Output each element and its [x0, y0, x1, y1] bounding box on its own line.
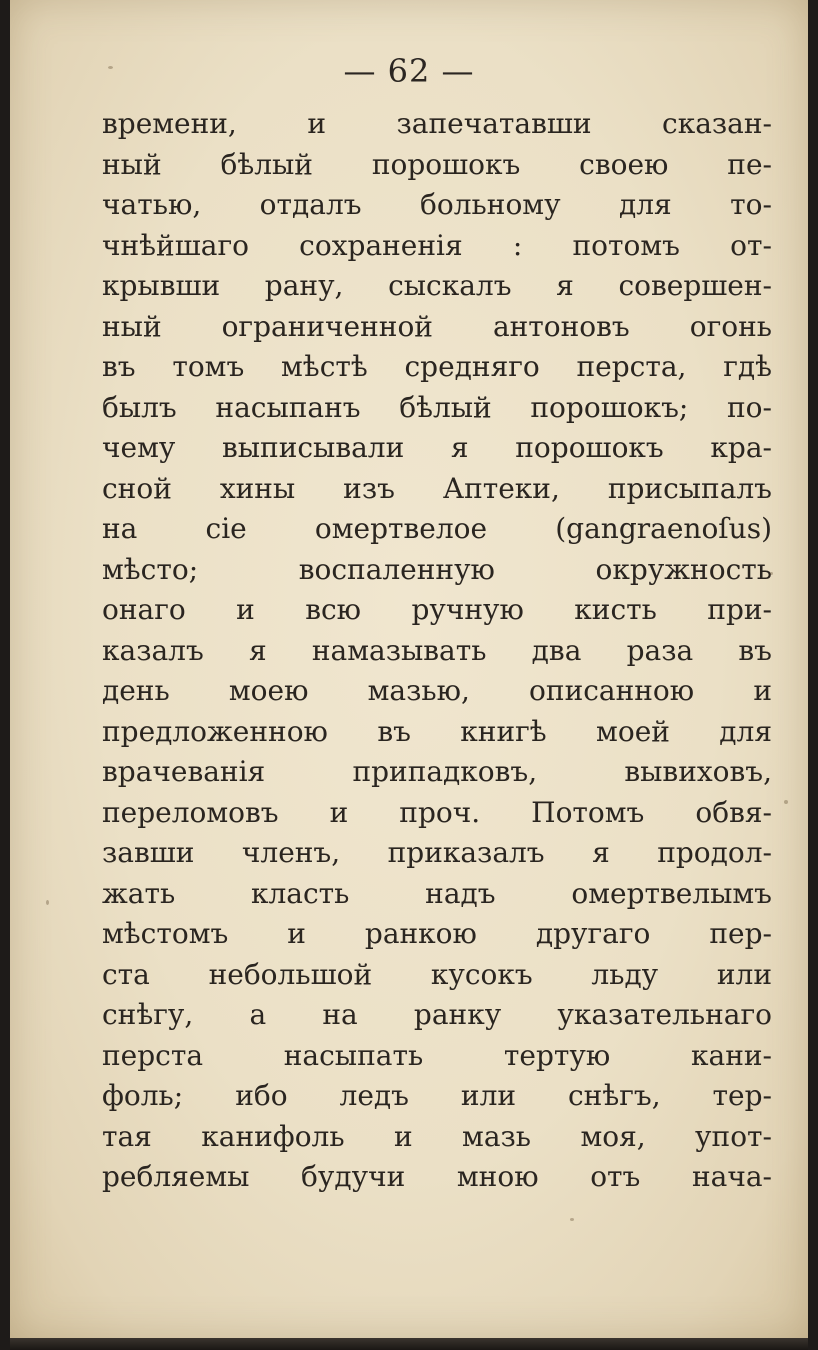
text-line: мѣсто; воспаленную окружность: [102, 552, 772, 586]
text-line: времени, и запечатавши сказан-: [102, 107, 772, 140]
paper-speck: [108, 66, 113, 69]
page-bottom-edge: [10, 1338, 808, 1350]
text-line: ный ограниченной антоновъ огонь: [102, 309, 772, 343]
text-line: ребляемы будучи мною отъ нача-: [102, 1160, 772, 1193]
text-line: чнѣйшаго сохраненія : потомъ от-: [102, 228, 772, 262]
text-line: фоль; ибо ледъ или снѣгъ, тер-: [102, 1079, 772, 1112]
paper-speck: [770, 572, 773, 575]
text-line: чему выписывали я порошокъ кра-: [102, 431, 772, 464]
text-line: на сіе омертвелое (gangraenoſus): [102, 512, 772, 545]
text-line: жать класть надъ омертвелымъ: [102, 876, 772, 910]
text-line: день моею мазью, описанною и: [102, 674, 772, 707]
text-line: тая канифоль и мазь моя, упот-: [102, 1119, 772, 1153]
text-line: снѣгу, а на ранку указательнаго: [102, 998, 772, 1031]
text-line: переломовъ и проч. Потомъ обвя-: [102, 795, 772, 829]
paper-speck: [570, 1218, 574, 1221]
text-line: былъ насыпанъ бѣлый порошокъ; по-: [102, 390, 772, 424]
text-line: въ томъ мѣстѣ средняго перста, гдѣ: [102, 350, 772, 383]
text-line: сной хины изъ Аптеки, присыпалъ: [102, 471, 772, 505]
body-text: [102, 104, 772, 1198]
text-line: перста насыпать тертую кани-: [102, 1038, 772, 1072]
text-line: крывши рану, сыскалъ я совершен-: [102, 269, 772, 302]
book-page: [10, 0, 808, 1338]
paper-speck: [46, 900, 49, 905]
text-line: онаго и всю ручную кисть при-: [102, 593, 772, 626]
text-line: ный бѣлый порошокъ своею пе-: [102, 147, 772, 181]
text-line: чатью, отдалъ больному для то-: [102, 188, 772, 221]
text-line: казалъ я намазывать два раза въ: [102, 633, 772, 667]
text-line: мѣстомъ и ранкою другаго пер-: [102, 917, 772, 950]
paper-speck: [784, 800, 788, 804]
text-line: врачеванія припадковъ, вывиховъ,: [102, 755, 772, 788]
text-line: предложенною въ книгѣ моей для: [102, 714, 772, 748]
page-number: — 62 —: [343, 52, 475, 90]
text-line: завши членъ, приказалъ я продол-: [102, 836, 772, 869]
text-line: ста небольшой кусокъ льду или: [102, 957, 772, 991]
